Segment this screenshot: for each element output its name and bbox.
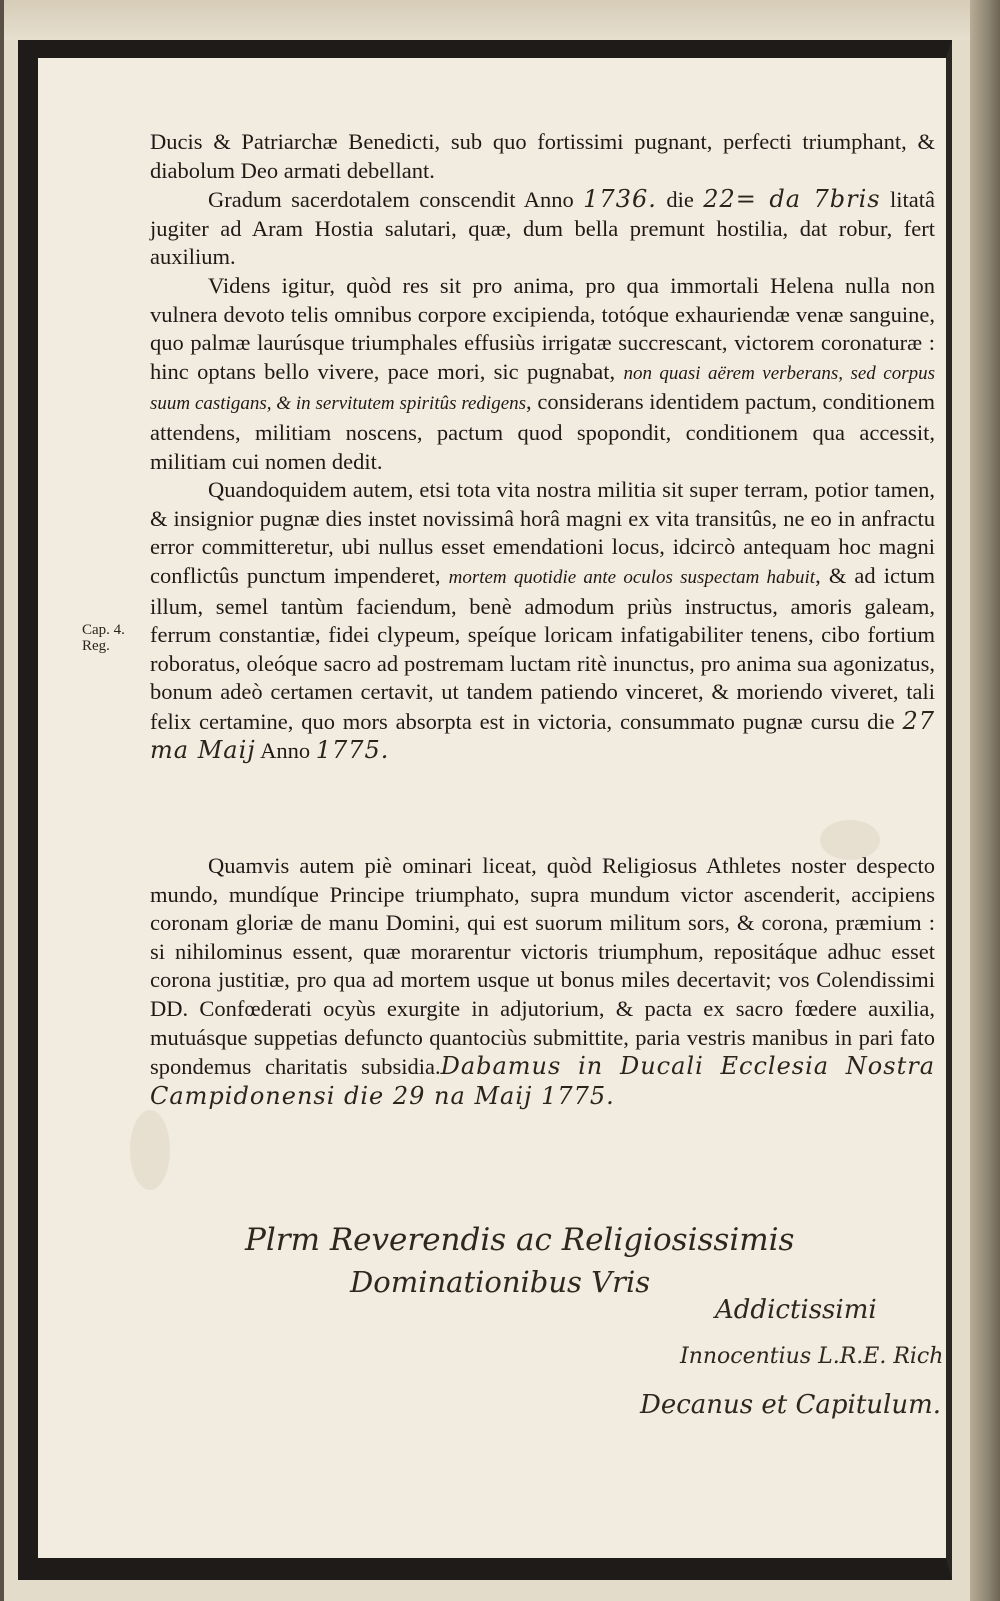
handwritten-entry: Dabamus in Ducali Ecclesia Nostra Campidonensi die 29 na Maij 1775.	[150, 1052, 936, 1110]
handwritten-entry: 1775.	[315, 736, 390, 765]
text-run: Gradum sacerdotalem conscendit Anno	[208, 187, 584, 213]
margin-note	[82, 622, 125, 654]
paragraph-gap	[150, 766, 935, 852]
handwritten-entry: 22= da 7bris	[703, 185, 881, 214]
text-run: die	[656, 187, 704, 213]
signature-line2: Innocentius L.R.E. Rich	[680, 1344, 944, 1369]
paragraph	[150, 852, 935, 1111]
text-run: , & ad ictum illum, semel tantùm faciendum, benè admodum priùs instructus, amoris galeam, ferrum constantiæ, fidei clypeum, speíque loricam infatigabiliter tenens, cibo fortium roboratus, oleóque sacro ad postremam luctam ritè inunctus, pro anima sua agonizatus, bonum adeò certamen certavit, ut tandem patiendo vinceret, & moriendo viveret, tali felix certamine, quo mors absorpta est in victoria, consummato pugnæ cursu die	[150, 562, 935, 734]
text-run: Anno	[255, 738, 316, 764]
margin-note-line: Reg.	[82, 638, 110, 654]
text-run: Quamvis autem piè ominari liceat, quòd Religiosus Athletes noster despecto mundo, mundíque Principe triumphato, supra mundum victor ascenderit, accipiens coronam gloriæ de manu Domini, qui est suorum militum sors, & corona, præmium : si nihilominus essent, quæ morarentur victoris triumphum, repositáque adhuc esset corona justitiæ, pro qua ad mortem usque ut bonus miles decertavit; vos Colendissimi DD. Confœderati ocyùs exurgite in adjutorium, & pacta ex sacro fœdere auxilia, mutuásque suppetias defuncto quantociùs submittite, paria vestris manibus in pari fato spondemus charitatis subsidia.	[150, 853, 935, 1080]
page-top-edge	[4, 0, 970, 40]
text-run: Quandoquidem autem, etsi tota vita nostra militia sit super terram, potior tamen, & insignior pugnæ dies instet novissimâ horâ magni ex vita transitûs, ne eo in anfractu error committeretur, ubi nullus esset emendationi locus, idcircò antequam hoc magni conflictûs punctum impenderet,	[150, 477, 935, 588]
paragraph	[150, 476, 935, 766]
signature-line3: Decanus et Capitulum.	[640, 1390, 942, 1420]
handwritten-entry: 1736.	[583, 185, 657, 214]
closing-salutation-line2: Dominationibus Vris	[350, 1265, 651, 1299]
paper-stain	[130, 1110, 170, 1190]
handwritten-entry: 27 ma Maij	[150, 706, 935, 765]
page-right-edge	[970, 0, 1000, 1601]
signature-line1: Addictissimi	[715, 1295, 877, 1325]
main-text	[150, 128, 935, 1111]
paragraph	[150, 185, 935, 272]
closing-salutation-line1: Plrm Reverendis ac Religiosissimis	[245, 1222, 795, 1258]
text-run: Videns igitur, quòd res sit pro anima, pro qua immortali Helena nulla non vulnera devoto telis omnibus corpore excipienda, totóque exhauriendæ venæ sanguine, quo palmæ laurúsque triumphales effusiùs irrigatæ succrescant, victorem coronaturæ : hinc optans bello vivere, pace mori, sic pugnabat,	[150, 272, 935, 384]
margin-note-line: Cap. 4.	[82, 622, 125, 638]
text-run: Ducis & Patriarchæ Benedicti, sub quo fortissimi pugnant, perfecti triumphant, & diabolum Deo armati debellant.	[150, 129, 935, 183]
text-run: litatâ jugiter ad Aram Hostia salutari, quæ, dum bella premunt hostilia, dat robur, fert auxilium.	[150, 187, 935, 270]
paragraph	[150, 272, 935, 476]
paragraph	[150, 128, 935, 185]
text-run: , considerans identidem pactum, conditionem attendens, militiam noscens, pactum quod spopondit, conditionem qua accessit, militiam cui nomen dedit.	[150, 389, 935, 474]
italic-quote: non quasi aërem verberans, sed corpus suum castigans, & in servitutem spiritûs redigens	[150, 362, 935, 415]
italic-quote: mortem quotidie ante oculos suspectam habuit	[448, 566, 816, 588]
